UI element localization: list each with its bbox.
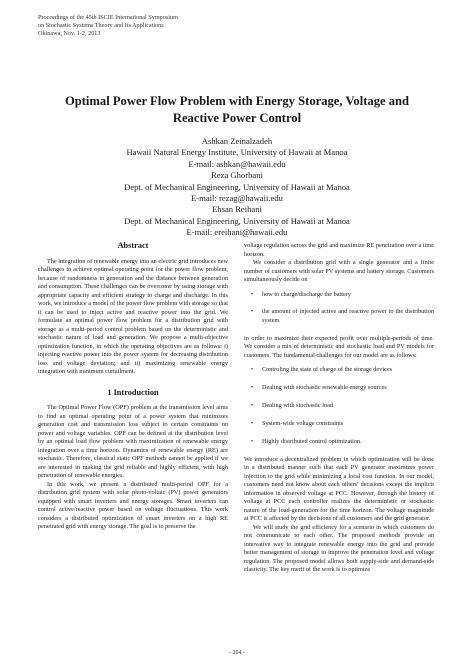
list-item: • how to charge/discharge the battery	[244, 291, 434, 300]
header-line: on Stochastic Systems Theory and Its Applications	[38, 22, 164, 29]
intro-paragraph: The Optimal Power Flow (OPF) problem at the transmission level aims to find an optimal operating point of a power system that minimizes generation cost and transmission loss subject to certain constraints on power and voltage variables. OPF can be defined at the distribution level by an optimal load flow problem with maximization of renewable energy integration over a time horizon. Dynamics of renewable energy (RE) are stochastic. Therefore, classical static OPF methods cannot be applied if we are interested in making the grid reliable and highly efficient, with high penetration of renewable energies.	[38, 404, 228, 479]
body-paragraph: We introduce a decentralized problem in which optimization will be done in a distributed manner such that each PV generator maximizes power injection to the grid while minimizing a local cost function. In our model, customers need not know about each others' decisions except the implicit information in observed voltage at PCC. However, through the history of voltage at PCC each controller realizes the deterministic or stochastic nature of the load-generation for the time horizon. The voltage magnitude at PCC is affected by the decisions of all customers and the grid generator.	[244, 455, 434, 523]
left-column	[38, 242, 228, 532]
list-item: • System-wide voltage constraints	[244, 420, 434, 429]
body-paragraph: voltage regulation across the grid and maximize RE penetration over a time horizon.	[244, 242, 434, 258]
body-paragraph: We will study the grid efficiency for a scenario in which customers do not communicate to each other. The proposed methods provide an innovative way to integrate renewable energy into the grid and provide better management of storage to improve the penetration level and voltage regulation. The proposed model allows both supply-side and demand-side elasticity. The key merit of the work is to optimize	[244, 523, 434, 574]
body-paragraph: We consider a distribution grid with a single generator and a finite number of customers with solar PV systems and battery storage. Customers simultaneously decide on	[244, 259, 434, 283]
header-line: Okinawa, Nov. 1-2, 2013	[38, 30, 101, 37]
intro-paragraph: In this work, we present a distributed multi-period OPF for a distribution grid system with solar photo-voltaic (PV) power generators equipped with smart inverters and energy storages. Smart inverters can control active/reactive power based on voltage fluctuations. This work considers a distributed optimization of smart inverters on a high RE penetrated grid with energy storage. The goal is to preserve the	[38, 480, 228, 530]
author-name: Ehsan Reihani	[212, 204, 262, 215]
author-affiliation: Hawaii Natural Energy Institute, University of Hawaii at Manoa	[126, 147, 348, 158]
list-item: • the amount of injected active and reactive power to the distribution system	[244, 308, 434, 325]
author-block	[30, 136, 444, 239]
proceedings-header	[38, 14, 178, 38]
title-line: Optimal Power Flow Problem with Energy Storage, Voltage and	[64, 94, 410, 108]
author-name: Reza Ghorbani	[211, 170, 263, 181]
list-item: • Dealing with stochastic renewable energy sources	[244, 384, 434, 393]
author-email: E-mail: ereihani@hawaii.edu	[186, 227, 288, 238]
paper-title	[30, 93, 444, 127]
author-affiliation: Dept. of Mechanical Engineering, University of Hawaii at Manoa	[124, 215, 350, 226]
list-item: • Controling the state of charge of the storage devices	[244, 366, 434, 375]
abstract-text: The integration of renewable energy into an electric grid introduces new challenges to achieve optimal operating point for the power flow problem, because of randomness in generation and the distance between generation and consumption. These challenges can be overcome by using storage with appropriate capacity and efficient strategy to charge and discharge. In this work, we introduce a model of the power flow problem with storage so that it can be used to inject active and reactive power into the grid. We formulate an optimal power flow problem for a distribution grid with storage as a multi-period control problem based on the deterministic and stochastic nature of load and generation. We propose a multi-objective optimization function, in which the operating objectives are as follows: i) injecting reactive power into the power system for decreasing distribution loss and voltage deviation; and ii) maximizing renewable energy integration with minimum curtailment.	[38, 257, 228, 375]
challenges-list	[244, 366, 434, 446]
page-number: - 204 -	[229, 650, 245, 656]
introduction-heading: 1 Introduction	[107, 387, 159, 397]
author-affiliation: Dept. of Mechanical Engineering, University of Hawaii at Manoa	[124, 181, 350, 192]
abstract-heading: Abstract	[117, 241, 149, 250]
author-email: E-mail: ashkan@hawaii.edu	[188, 158, 286, 169]
list-item: • Dealing with stochastic load	[244, 402, 434, 411]
author-email: E-mail: rezag@hawaii.edu	[191, 193, 283, 204]
body-paragraph: in order to maximize their expected profit over multiple-periods of time. We consider a mix of deterministic and stochastic load and PV models for customers. The fundamental challenges for our model are as follows:	[244, 334, 434, 359]
author-name: Ashkan Zeinalzadeh	[201, 136, 273, 146]
right-column	[244, 242, 434, 575]
header-line: Proceedings of the 45th ISCIE International Symposium	[38, 14, 178, 21]
title-line: Reactive Power Control	[172, 111, 302, 125]
decision-list	[244, 291, 434, 326]
list-item: • Highly distributed control optimization.	[244, 438, 434, 447]
